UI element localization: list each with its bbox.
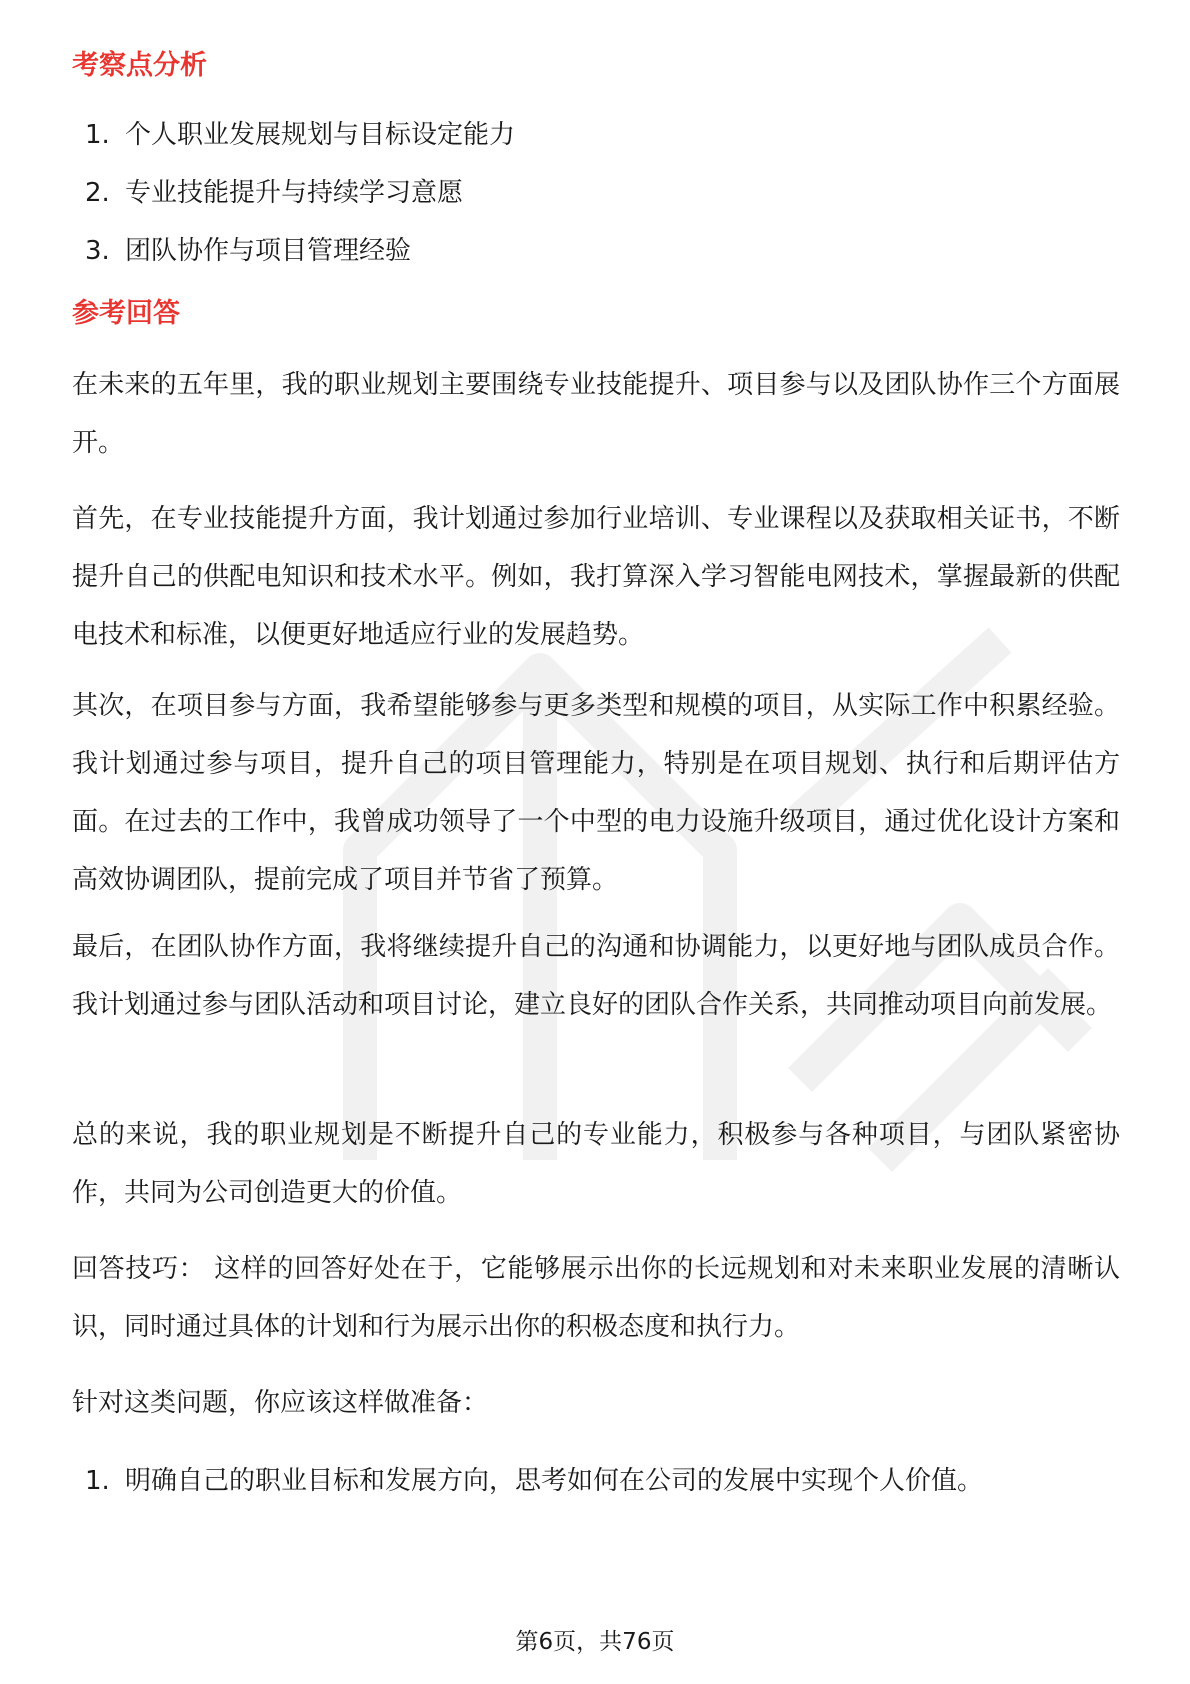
list-item: 2. 专业技能提升与持续学习意愿 (85, 178, 464, 208)
section-title-reference-answer: 参考回答 (72, 298, 180, 329)
page-number-footer: 第6页，共76页 (515, 1629, 675, 1655)
list-item: 1. 明确自己的职业目标和发展方向，思考如何在公司的发展中实现个人价值。 (85, 1466, 984, 1496)
preparation-list (85, 1452, 983, 1510)
list-item: 1. 个人职业发展规划与目标设定能力 (85, 120, 516, 150)
analysis-list (85, 106, 515, 280)
section-title-analysis: 考察点分析 (72, 50, 207, 81)
answer-paragraph-projects: 其次，在项目参与方面，我希望能够参与更多类型和规模的项目，从实际工作中积累经验。我计划通过参与项目，提升自己的项目管理能力，特别是在项目规划、执行和后期评估方面。在过去的工作中，我曾成功领导了一个中型的电力设施升级项目，通过优化设计方案和高效协调团队，提前完成了项目并节省了预算。 (72, 691, 1120, 895)
answer-paragraph-intro: 在未来的五年里，我的职业规划主要围绕专业技能提升、项目参与以及团队协作三个方面展开。 (72, 370, 1120, 458)
answer-tips-paragraph: 回答技巧： 这样的回答好处在于，它能够展示出你的长远规划和对未来职业发展的清晰认识，同时通过具体的计划和行为展示出你的积极态度和执行力。 (72, 1254, 1120, 1342)
preparation-intro: 针对这类问题，你应该这样做准备： (72, 1388, 489, 1418)
answer-paragraph-teamwork: 最后，在团队协作方面，我将继续提升自己的沟通和协调能力，以更好地与团队成员合作。我计划通过参与团队活动和项目讨论，建立良好的团队合作关系，共同推动项目向前发展。 (72, 932, 1120, 1020)
list-item: 3. 团队协作与项目管理经验 (85, 236, 412, 266)
answer-paragraph-summary: 总的来说，我的职业规划是不断提升自己的专业能力，积极参与各种项目，与团队紧密协作，共同为公司创造更大的价值。 (72, 1120, 1120, 1208)
answer-paragraph-skills: 首先，在专业技能提升方面，我计划通过参加行业培训、专业课程以及获取相关证书，不断提升自己的供配电知识和技术水平。例如，我打算深入学习智能电网技术，掌握最新的供配电技术和标准，以便更好地适应行业的发展趋势。 (72, 504, 1120, 650)
